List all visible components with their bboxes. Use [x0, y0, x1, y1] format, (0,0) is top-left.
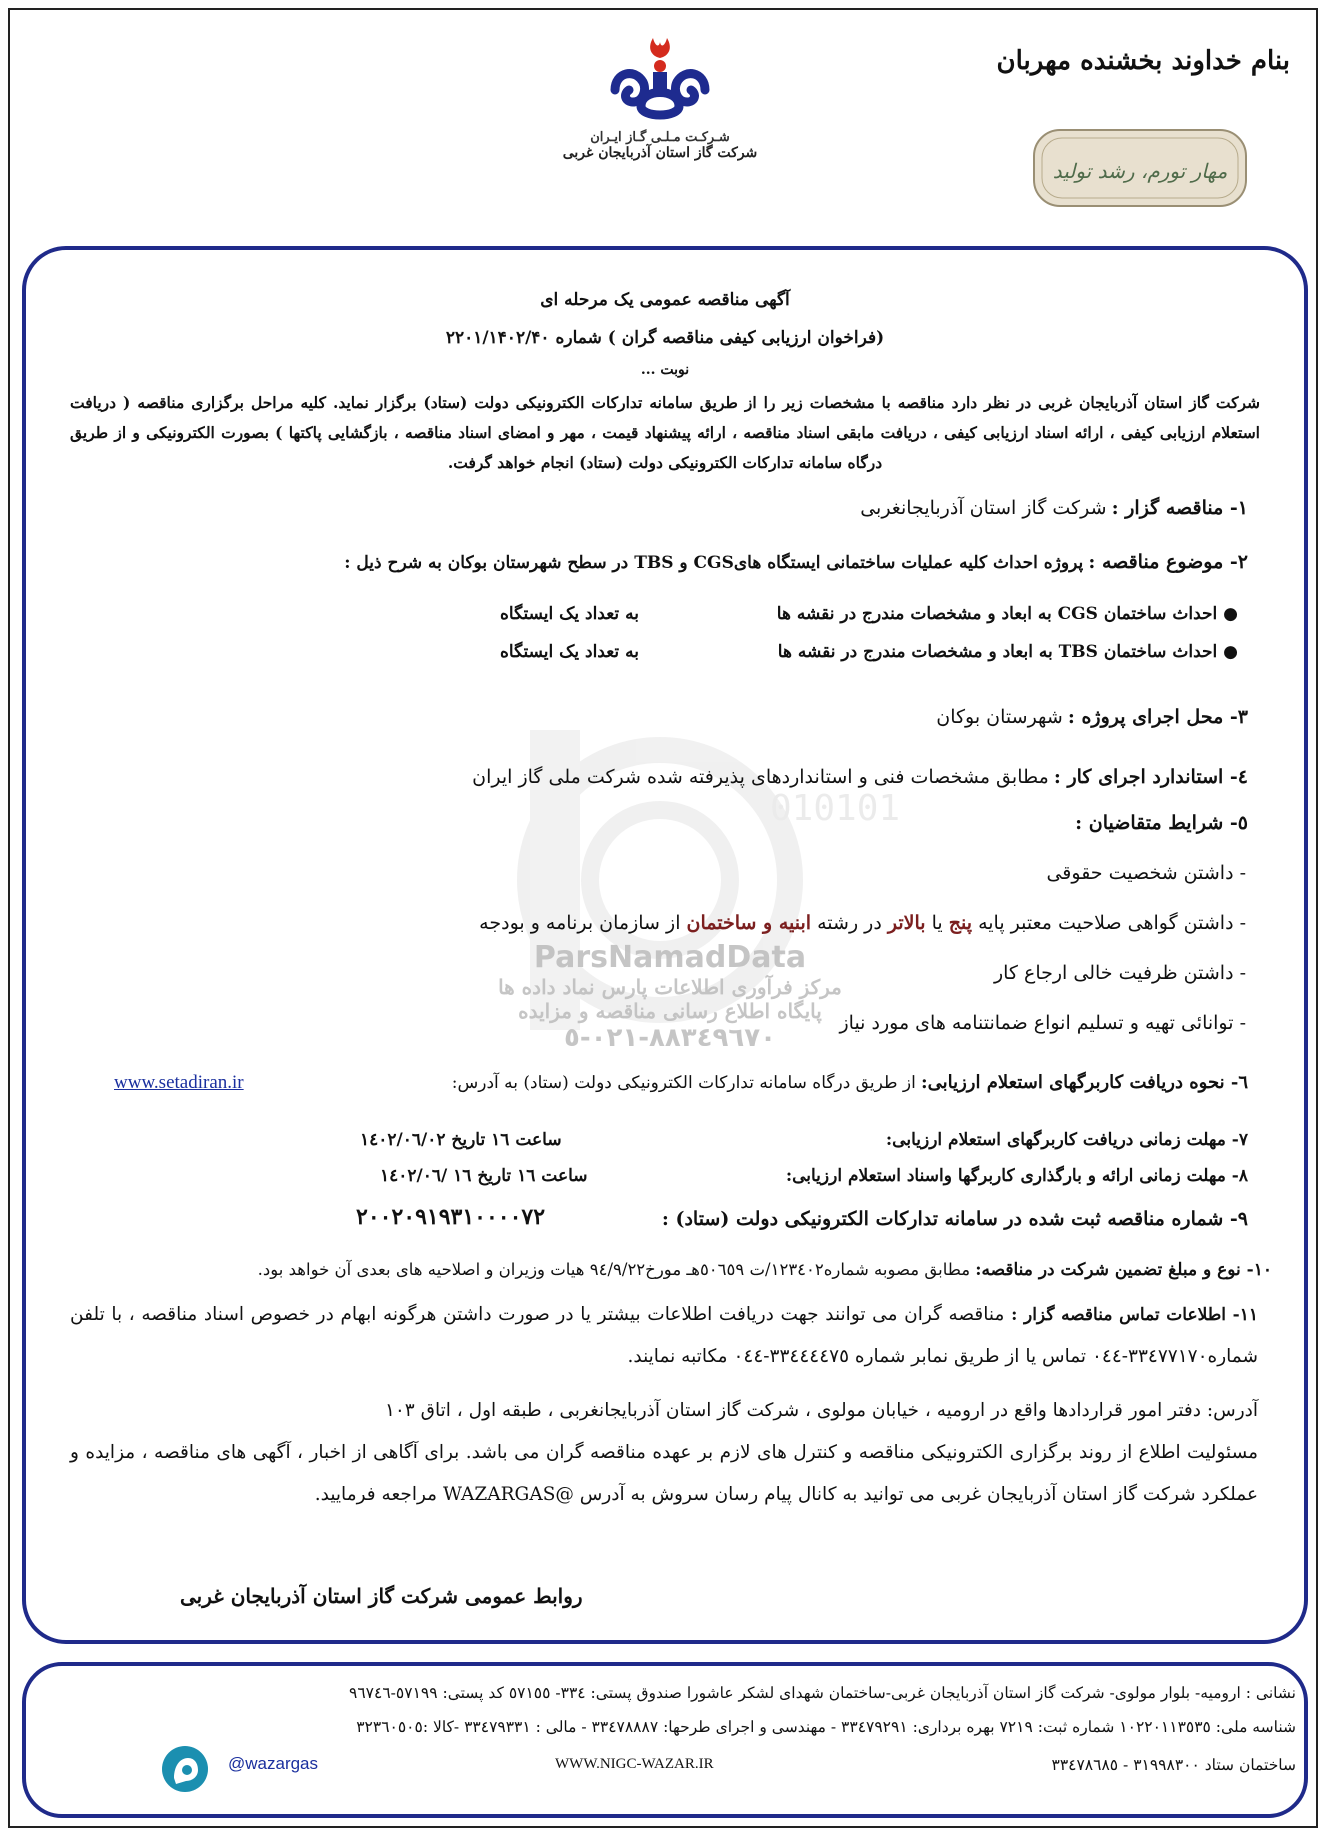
condition-organization: از سازمان برنامه و بودجه [479, 912, 681, 934]
bullet-tbs-text: احداث ساختمان TBS به ابعاد و مشخصات مندرج در نقشه ها [777, 642, 1218, 662]
company-logo [560, 28, 760, 198]
item-receive-method [452, 1072, 1248, 1093]
condition-certificate-text: - داشتن گواهی صلاحیت معتبر پایه [978, 912, 1246, 934]
item-tenderer-value: شرکت گاز استان آذربایجانغربی [860, 497, 1107, 519]
item-conditions [1075, 812, 1248, 834]
notice-round: نوبت ... [640, 362, 690, 378]
item-guarantee-value: مطابق مصوبه شماره۱۲۳٤۰۲/ت ٥۰٦٥۹هـ مورخ۹٤/۹/۲۲ هیات وزیران و اصلاحیه های بعدی آن خواهد بود. [257, 1260, 971, 1279]
item-subject-value: پروژه احداث کلیه عملیات ساختمانی ایستگاه هایCGS و TBS در سطح شهرستان بوکان به شرح ذیل : [344, 553, 1084, 573]
nigc-logo-icon [595, 28, 725, 128]
item-receive-deadline-value: ساعت ۱٦ تاریخ ۱٤۰۲/۰٦/۰۲ [360, 1130, 562, 1150]
item-receive-deadline [886, 1130, 1248, 1150]
item-tender-number-label: ۹- شماره مناقصه ثبت شده در سامانه تدارکات الکترونیکی دولت (ستاد) : [661, 1208, 1248, 1230]
notice-title: آگهی مناقصه عمومی یک مرحله ای [540, 290, 790, 310]
condition-grade: پنج [948, 912, 973, 934]
bullet-tbs: ● احداث ساختمان TBS به ابعاد و مشخصات مندرج در نقشه ها [777, 642, 1238, 662]
item-tenderer [860, 497, 1248, 519]
responsibility-note: مسئولیت اطلاع از روند برگزاری الکترونیکی مناقصه و کنترل های لازم بر عهده مناقصه گران می باشد. برای آگاهی از اخبار ، آگهی های مناقصه ، مزایده و عملکرد شرکت گاز استان آذربایجان غربی می توانید به کانال پیام رسان سروش به آدرس @WAZARGAS مراجعه فرمایید. [70, 1442, 1258, 1505]
footer-registry: شناسه ملی: ۱۰۲۲۰۱۱۳٥۳٥ شماره ثبت: ۷۲۱۹ بهره برداری: ۳۳٤۷۹۲۹۱ - مهندسی و اجرای طرحها: ۳۳٤۷۸۸۸۷ - مالی : ۳۳٤۷۹۳۳۱ -کالا :۳۲۳٦۰٥۰٥ [356, 1718, 1296, 1736]
svg-text:010101: 010101 [770, 788, 901, 829]
item-receive-deadline-label: ۷- مهلت زمانی دریافت کاربرگهای استعلام ارزیابی: [885, 1130, 1248, 1150]
bullet-cgs: ● احداث ساختمان CGS به ابعاد و مشخصات مندرج در نقشه ها [776, 604, 1238, 624]
item-receive-method-value: از طریق درگاه سامانه تدارکات الکترونیکی دولت (ستاد) به آدرس: [451, 1073, 916, 1093]
contracts-office-address: آدرس: دفتر امور قراردادها واقع در ارومیه ، خیابان مولوی ، شرکت گاز استان آذربایجانغربی ، طبقه اول ، اتاق ۱۰۳ [384, 1400, 1258, 1421]
watermark-brand: ParsNamadData [533, 940, 807, 975]
item-contact [70, 1294, 1258, 1378]
notice-intro: شرکت گاز استان آذربایجان غربی در نظر دارد مناقصه با مشخصات زیر را از طریق سامانه تدارکات الکترونیکی دولت (ستاد) برگزار نماید. کلیه مراحل برگزاری مناقصه ( دریافت استعلام ارزیابی کیفی ، ارائه اسناد ارزیابی کیفی ، دریافت مابقی اسناد مناقصه ، ارائه پیشنهاد قیمت ، مهر و امضای اسناد مناقصه ، بازگشایی پاکتها ) بصورت الکترونیکی و از طریق درگاه سامانه تدارکات الکترونیکی دولت (ستاد) انجام خواهد گرفت. [70, 393, 1260, 472]
public-relations-signature: روابط عمومی شرکت گاز استان آذربایجان غربی [180, 1584, 583, 1608]
footer-hq-phone: ساختمان ستاد ۳۱۹۹۸۳۰۰ - ۳۳٤۷۸٦۸٥ [1051, 1756, 1296, 1774]
item-tender-number-value: ۲۰۰۲۰۹۱۹۳۱۰۰۰۰۷۲ [356, 1204, 546, 1230]
item-submit-deadline [786, 1166, 1248, 1186]
basmala-heading: بنام خداوند بخشنده مهربان [996, 46, 1290, 76]
item-location [936, 706, 1248, 728]
item-contact-label: ۱۱- اطلاعات تماس مناقصه گزار : [1011, 1305, 1258, 1325]
item-guarantee [258, 1260, 1272, 1280]
notice-subtitle: (فراخوان ارزیابی کیفی مناقصه گران ) شماره ۲۲۰۱/۱۴۰۲/۴۰ [445, 328, 885, 348]
item-standard-label: ٤- استاندارد اجرای کار : [1053, 766, 1248, 788]
condition-field-prefix: در رشته [817, 912, 882, 934]
condition-guarantees: - توانائی تهیه و تسلیم انواع ضمانتنامه های مورد نیاز [839, 1012, 1246, 1034]
condition-certificate [479, 912, 1246, 934]
item-standard [472, 766, 1248, 788]
condition-legal-entity: - داشتن شخصیت حقوقی [1046, 862, 1246, 884]
item-standard-value: مطابق مشخصات فنی و استانداردهای پذیرفته شده شرکت ملی گاز ایران [472, 766, 1049, 788]
condition-field: ابنیه و ساختمان [686, 912, 812, 934]
condition-higher: بالاتر [887, 912, 926, 934]
item-receive-method-label: ٦- نحوه دریافت کاربرگهای استعلام ارزیابی: [920, 1072, 1248, 1093]
item-tenderer-label: ۱- مناقصه گزار : [1111, 497, 1248, 519]
watermark-text [480, 940, 860, 1053]
slogan-seal-icon [1030, 122, 1250, 214]
svg-text:مهار تورم، رشد تولید: مهار تورم، رشد تولید [1052, 159, 1228, 183]
bullet-cgs-qty: به تعداد یک ایستگاه [500, 604, 639, 624]
logo-caption-national: شـرکـت مـلـی گـاز ایـران [590, 130, 730, 145]
item-tender-number [662, 1208, 1248, 1230]
setadiran-link[interactable]: www.setadiran.ir [114, 1072, 244, 1093]
footer-handle[interactable]: @wazargas [228, 1754, 319, 1773]
item-location-value: شهرستان بوکان [936, 706, 1063, 728]
watermark-caption: مرکز فرآوری اطلاعات پارس نماد داده ها [498, 975, 842, 999]
soroush-icon[interactable] [160, 1744, 210, 1794]
item-contact-value: مناقصه گران می توانند جهت دریافت اطلاعات بیشتر یا در صورت داشتن هرگونه ابهام در خصوص اسناد مناقصه ، با تلفن شماره۳۳٤۷۷۱۷۰-۰٤٤ تماس یا از طریق نمابر شماره ۳۳٤٤٤٤۷٥-۰٤٤ مکاتبه نمایند. [70, 1304, 1258, 1367]
bullet-cgs-text: احداث ساختمان CGS به ابعاد و مشخصات مندرج در نقشه ها [776, 604, 1218, 624]
item-guarantee-label: ۱۰- نوع و مبلغ تضمین شرکت در مناقصه: [975, 1260, 1272, 1280]
item-submit-deadline-label: ۸- مهلت زمانی ارائه و بارگذاری کاربرگها واسناد استعلام ارزیابی: [785, 1166, 1248, 1186]
item-subject [344, 551, 1248, 573]
item-subject-label: ۲- موضوع مناقصه : [1088, 551, 1248, 573]
watermark-phone: ۰۲۱-۸۸۳٤۹٦۷۰-٥ [563, 1023, 777, 1053]
footer-website[interactable]: WWW.NIGC-WAZAR.IR [555, 1756, 714, 1772]
item-location-label: ۳- محل اجرای پروژه : [1067, 706, 1248, 728]
item-conditions-label: ٥- شرایط متقاضیان : [1075, 812, 1248, 834]
watermark-subcaption: پایگاه اطلاع رسانی مناقصه و مزایده [518, 999, 822, 1023]
footer-address: نشانی : ارومیه- بلوار مولوی- شرکت گاز استان آذربایجان غربی-ساختمان شهدای لشکر عاشورا صندوق پستی: ۳۳٤- ٥۷۱٥٥ کد پستی: ٥۷۱۹۹-۹٦۷٤٦ [349, 1684, 1296, 1702]
item-submit-deadline-value: ساعت ۱٦ تاریخ ۱٦ /۱٤۰۲/۰٦ [380, 1166, 588, 1186]
logo-caption-province: شرکت گاز استان آذربایجان غربی [562, 145, 758, 161]
condition-or: یا [931, 912, 943, 934]
bullet-tbs-qty: به تعداد یک ایستگاه [500, 642, 639, 662]
condition-capacity: - داشتن ظرفیت خالی ارجاع کار [993, 962, 1246, 984]
